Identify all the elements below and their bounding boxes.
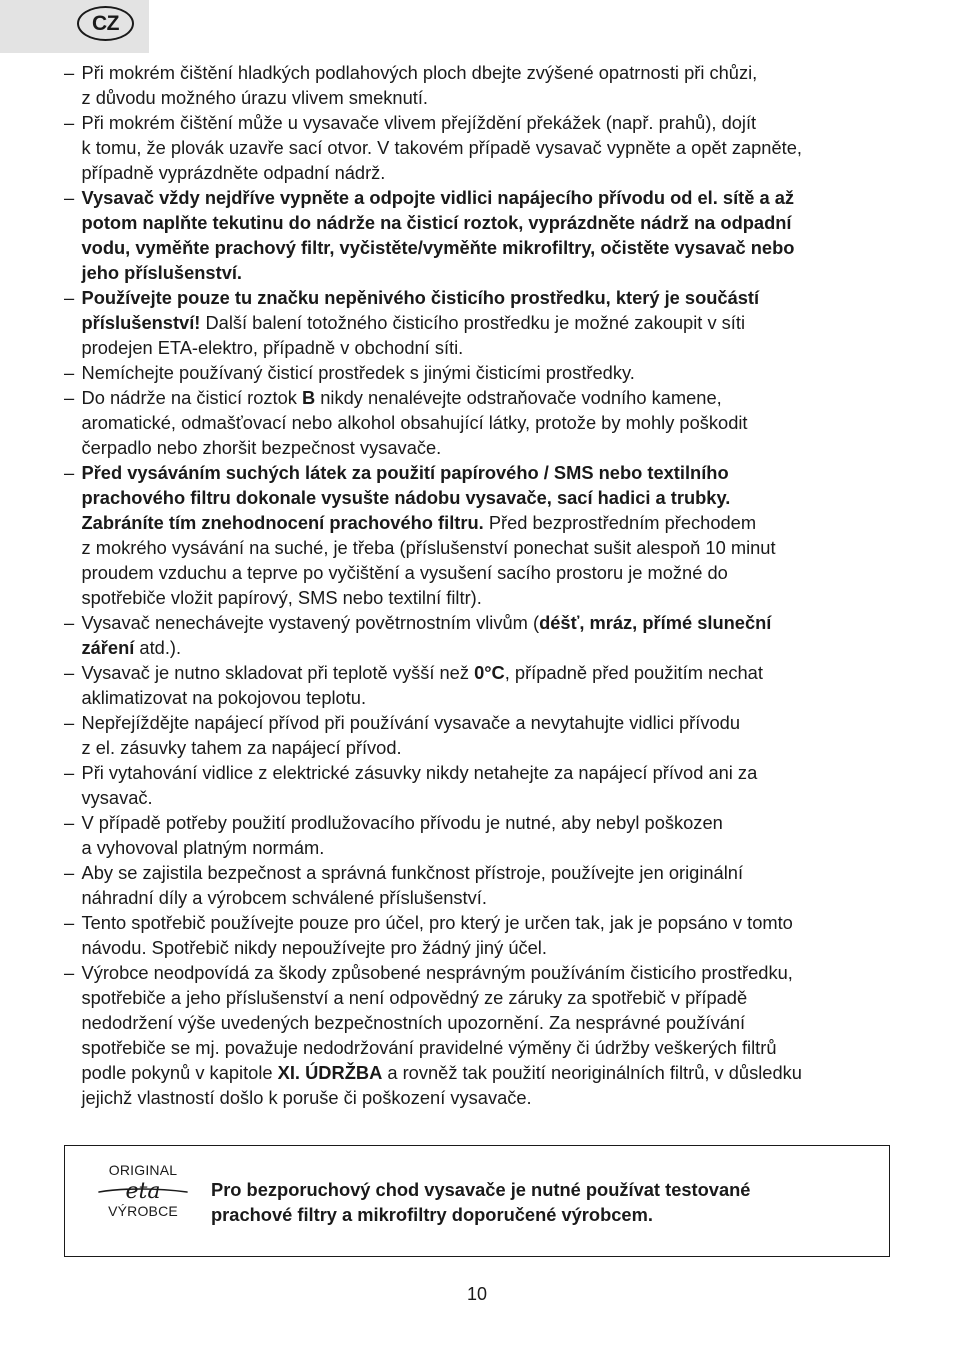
logo-bottom-text: VÝROBCE xyxy=(108,1203,178,1219)
safety-instructions-list xyxy=(64,60,894,1110)
list-item xyxy=(64,660,894,710)
body-text: Před bezprostředním přechodem z mokrého vysávání na suché, je třeba (příslušenství ponechat sušit alespoň 10 minut proudem vzduchu a teprve po vyčištění a vysušení sacího prostoru je možné do spotřebiče vložit papírový, SMS nebo textilní filtr). xyxy=(81,512,776,608)
body-text: atd.). xyxy=(134,637,182,658)
page-number: 10 xyxy=(466,1284,488,1304)
list-item xyxy=(64,385,894,460)
body-text: Výrobce neodpovídá za škody způsobené nesprávným používáním čisticího prostředku, spotřebiče a jeho příslušenství a není odpovědný ze záruky za spotřebič v případě nedodržení výše uvedených bezpečnostních upozornění. Za nesprávné používání spotřebiče se mj. považuje nedodržování pravidelné výměny či údržby veškerých filtrů podle pokynů v kapitole xyxy=(81,962,793,1083)
list-item xyxy=(64,910,894,960)
body-text: Při mokrém čištění hladkých podlahových ploch dbejte zvýšené opatrnosti při chůzi, z důvodu možného úrazu vlivem smeknutí. xyxy=(81,62,758,108)
body-text: , případně před použitím nechat aklimatizovat na pokojovou teplotu. xyxy=(81,662,763,708)
list-item xyxy=(64,460,894,610)
body-text: Při vytahování vidlice z elektrické zásuvky nikdy netahejte za napájecí přívod ani za vysavač. xyxy=(81,762,758,808)
body-text: V případě potřeby použití prodlužovacího přívodu je nutné, aby nebyl poškozen a vyhovoval platným normám. xyxy=(81,812,723,858)
list-item xyxy=(64,60,894,110)
body-text: Tento spotřebič používejte pouze pro účel, pro který je určen tak, jak je popsáno v tomto návodu. Spotřebič nikdy nepoužívejte pro žádný jiný účel. xyxy=(81,912,793,958)
logo-top-text: ORIGINAL xyxy=(108,1162,178,1178)
body-text: nikdy nenalévejte odstraňovače vodního kamene, aromatické, odmašťovací nebo alkohol obsahující látky, protože by mohly poškodit čerpadlo nebo zhoršit bezpečnost vysavače. xyxy=(81,387,748,458)
eta-original-logo xyxy=(93,1162,193,1219)
body-text: Nemíchejte používaný čisticí prostředek s jinými čisticími prostředky. xyxy=(81,362,635,383)
body-text: Nepřejíždějte napájecí přívod při používání vysavače a nevytahujte vidlici přívodu z el. zásuvky tahem za napájecí přívod. xyxy=(81,712,740,758)
list-item xyxy=(64,810,894,860)
bold-text: XI. ÚDRŽBA xyxy=(277,1062,383,1083)
bold-text: Před vysáváním suchých látek za použití papírového / SMS nebo textilního prachového filtru dokonale vysušte nádobu vysavače, sací hadici a trubky. Zabráníte tím znehodnocení prachového filtru. xyxy=(81,462,731,533)
body-text: Další balení totožného čisticího prostředku je možné zakoupit v síti prodejen ETA-elektro, případně v obchodní síti. xyxy=(81,312,746,358)
bold-text: B xyxy=(301,387,316,408)
body-text: Aby se zajistila bezpečnost a správná funkčnost přístroje, používejte jen originální náhradní díly a výrobcem schválené příslušenství. xyxy=(81,862,744,908)
list-item xyxy=(64,710,894,760)
body-text: Vysavač je nutno skladovat při teplotě vyšší než xyxy=(81,662,475,683)
list-item xyxy=(64,360,894,385)
list-item xyxy=(64,610,894,660)
logo-brand-text: eta xyxy=(125,1179,161,1203)
notice-text: Pro bezporuchový chod vysavače je nutné používat testované prachové filtry a mikrofiltry doporučené výrobcem. xyxy=(211,1179,751,1225)
bold-text: Používejte pouze tu značku nepěnivého čisticího prostředku, který je součástí příslušenství! xyxy=(81,287,760,333)
list-item xyxy=(64,285,894,360)
bold-text: Vysavač vždy nejdříve vypněte a odpojte vidlici napájecího přívodu od el. sítě a až potom naplňte tekutinu do nádrže na čisticí roztok, vyprázdněte nádrž na odpadní vodu, vyměňte prachový filtr, vyčistěte/vyměňte mikrofiltry, očistěte vysavač nebo jeho příslušenství. xyxy=(81,187,795,283)
list-item xyxy=(64,185,894,285)
notice-box xyxy=(64,1145,890,1257)
list-item xyxy=(64,960,894,1110)
body-text: Vysavač nenechávejte vystavený povětrnostním vlivům ( xyxy=(81,612,540,633)
body-text: a rovněž tak použití neoriginálních filtrů, v důsledku jejichž vlastností došlo k poruše či poškození vysavače. xyxy=(81,1062,802,1108)
language-badge: CZ xyxy=(77,6,134,41)
list-item xyxy=(64,760,894,810)
language-tab xyxy=(0,0,149,53)
bold-text: déšť, mráz, přímé sluneční záření xyxy=(81,612,772,658)
list-item xyxy=(64,110,894,185)
bold-text: 0°C xyxy=(474,662,505,683)
list-item xyxy=(64,860,894,910)
eta-logo-mark xyxy=(95,1179,191,1203)
body-text: Při mokrém čištění může u vysavače vlivem přejíždění překážek (např. prahů), dojít k tomu, že plovák uzavře sací otvor. V takovém případě vysavač vypněte a opět zapněte, případně vyprázdněte odpadní nádrž. xyxy=(81,112,802,183)
body-text: Do nádrže na čisticí roztok xyxy=(81,387,302,408)
